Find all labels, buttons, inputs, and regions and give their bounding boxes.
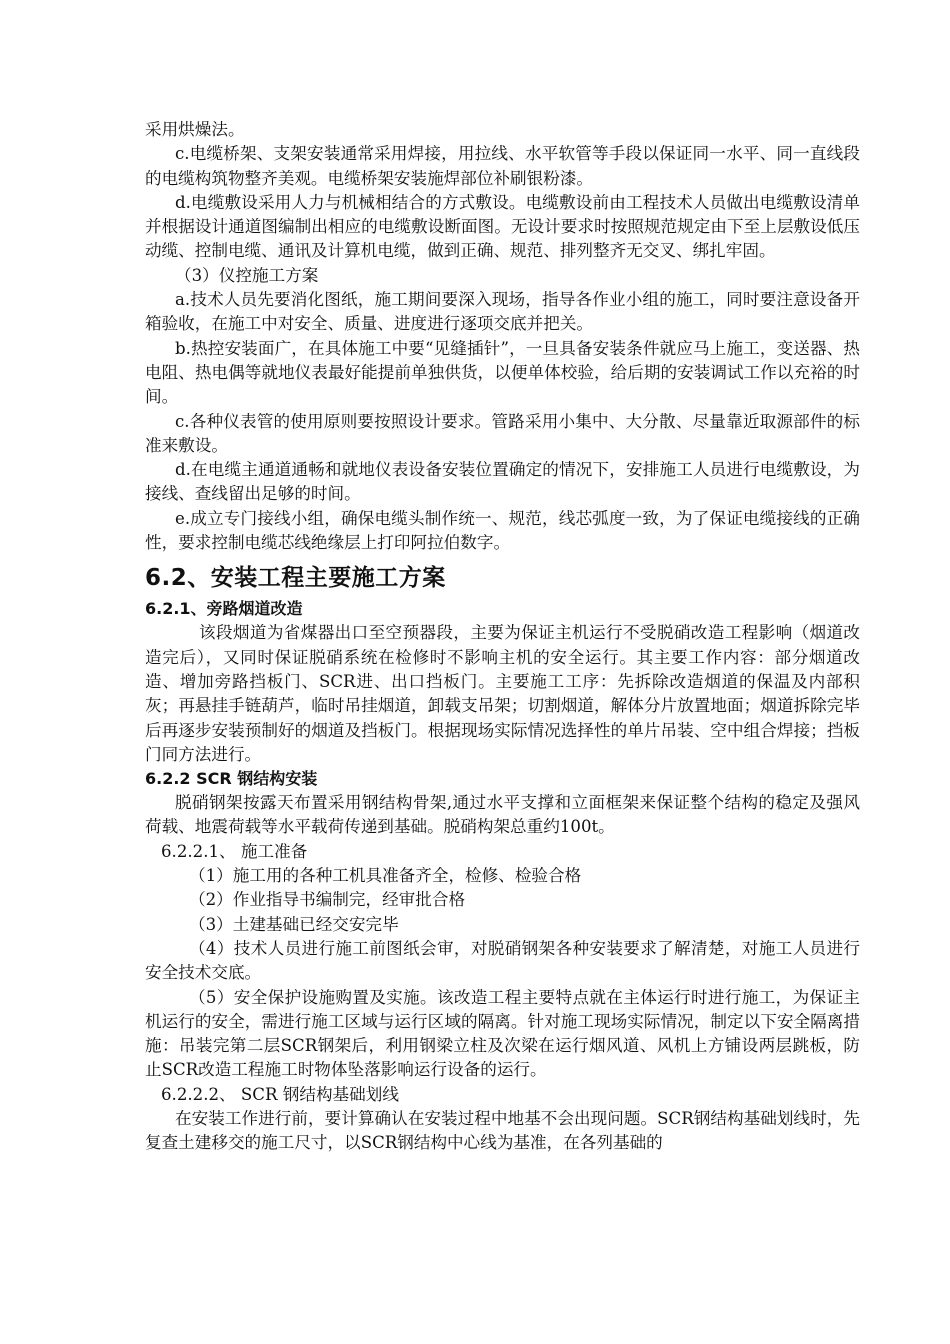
paragraph-c-instrument-tubes: c.各种仪表管的使用原则要按照设计要求。管路采用小集中、大分散、尽量靠近取源部件的标准来敷设。 — [145, 411, 860, 455]
document-page — [145, 118, 860, 1156]
paragraph-a-technicians: a.技术人员先要消化图纸，施工期间要深入现场，指导各作业小组的施工，同时要注意设备开箱验收，在施工中对安全、质量、进度进行逐项交底并把关。 — [145, 290, 860, 334]
prep-item-2: （2）作业指导书编制完，经审批合格 — [189, 890, 466, 910]
paragraph-scr-steel: 脱硝钢架按露天布置采用钢结构骨架,通过水平支撑和立面框架来保证整个结构的稳定及强风荷载、地震荷载等水平载荷传递到基础。脱硝构架总重约100t。 — [145, 793, 860, 837]
subsubsection-title-preparation: 6.2.2.1、 施工准备 — [161, 841, 308, 861]
prep-item-1: （1）施工用的各种工机具准备齐全，检修、检验合格 — [189, 866, 582, 886]
section-title: 6.2、安装工程主要施工方案 — [145, 565, 446, 592]
paragraph-d-main-channel: d.在电缆主通道通畅和就地仪表设备安装位置确定的情况下，安排施工人员进行电缆敷设，为接线、查线留出足够的时间。 — [145, 460, 860, 504]
paragraph-b-thermal-control: b.热控安装面广，在具体施工中要“见缝插针”，一旦具备安装条件就应马上施工，变送器、热电阻、热电偶等就地仪表最好能提前单独供货，以便单体校验，给后期的安装调试工作以充裕的时间。 — [145, 338, 860, 407]
paragraph-e-wiring-team: e.成立专门接线小组，确保电缆头制作统一、规范，线芯弧度一致，为了保证电缆接线的正确性，要求控制电缆芯线绝缘层上打印阿拉伯数字。 — [145, 508, 860, 553]
prep-item-4: （4）技术人员进行施工前图纸会审，对脱硝钢架各种安装要求了解清楚，对施工人员进行安全技术交底。 — [145, 938, 860, 983]
subsection-title-bypass-flue: 6.2.1、旁路烟道改造 — [145, 599, 303, 619]
paragraph-foundation-marking: 在安装工作进行前，要计算确认在安装过程中地基不会出现问题。SCR钢结构基础划线时，先复查土建移交的施工尺寸，以SCR钢结构中心线为基准，在各列基础的 — [145, 1108, 860, 1153]
prep-item-5: （5）安全保护设施购置及实施。该改造工程主要特点就在主体运行时进行施工，为保证主机运行的安全，需进行施工区域与运行区域的隔离。针对施工现场实际情况，制定以下安全隔离措施：吊装完第二层SCR钢架后，利用钢梁立柱及次梁在运行烟风道、风机上方铺设两层跳板，防止SCR改造工程施工时物体坠落影响运行设备的运行。 — [145, 987, 860, 1080]
paragraph-drying: 采用烘燥法。 — [145, 120, 245, 139]
heading-instrument-plan: （3）仪控施工方案 — [175, 265, 319, 285]
prep-item-3: （3）土建基础已经交安完毕 — [189, 914, 399, 934]
paragraph-bypass-flue: 该段烟道为省煤器出口至空预器段，主要为保证主机运行不受脱硝改造工程影响（烟道改造完后），又同时保证脱硝系统在检修时不影响主机的安全运行。其主要工作内容：部分烟道改造、增加旁路挡板门、SCR进、出口挡板门。主要施工工序：先拆除改造烟道的保温及内部积灰；再悬挂手链葫芦，临时吊挂烟道，卸载支吊架；切割烟道，解体分片放置地面；烟道拆除完毕后再逐步安装预制好的烟道及挡板门。根据现场实际情况选择性的单片吊装、空中组合焊接；挡板门同方法进行。 — [145, 623, 860, 764]
subsubsection-title-foundation-marking: 6.2.2.2、 SCR 钢结构基础划线 — [161, 1084, 399, 1104]
paragraph-c-cable-tray: c.电缆桥架、支架安装通常采用焊接，用拉线、水平软管等手段以保证同一水平、同一直线段的电缆构筑物整齐美观。电缆桥架安装施焊部位补刷银粉漆。 — [145, 144, 860, 188]
paragraph-d-cable-laying: d.电缆敷设采用人力与机械相结合的方式敷设。电缆敷设前由工程技术人员做出电缆敷设清单并根据设计通道图编制出相应的电缆敷设断面图。无设计要求时按照规范规定由下至上层敷设低压动缆、控制电缆、通讯及计算机电缆，做到正确、规范、排列整齐无交叉、绑扎牢固。 — [145, 192, 860, 261]
subsection-title-scr-steel: 6.2.2 SCR 钢结构安装 — [145, 769, 318, 789]
